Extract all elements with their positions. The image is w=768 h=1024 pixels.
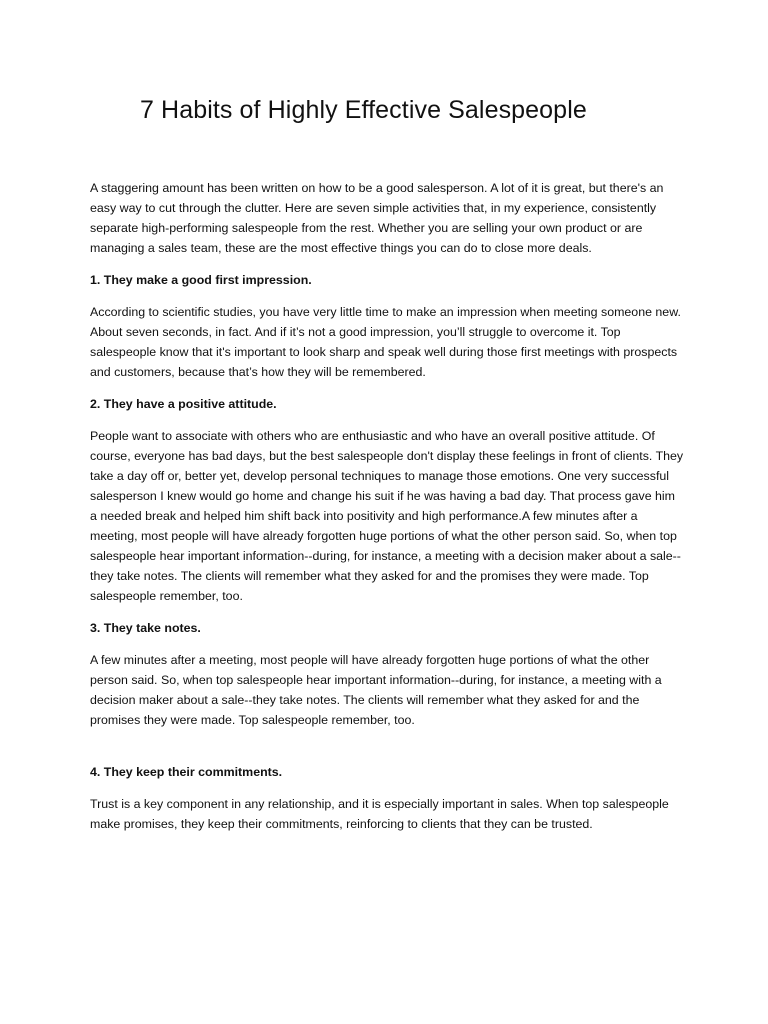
document-body [90, 178, 684, 846]
section-heading-3: 3. They take notes. [90, 621, 201, 635]
section-body-3: A few minutes after a meeting, most people will have already forgotten huge portions of what the other person said. So, when top salespeople hear important information--during, for instance, a meeting with a decision maker about a sale--they take notes. The clients will remember what they asked for and the promises they were made. Top salespeople remember, too. [90, 653, 662, 727]
document-title: 7 Habits of Highly Effective Salespeople [140, 96, 587, 124]
section-heading-1: 1. They make a good first impression. [90, 273, 312, 287]
intro-paragraph: A staggering amount has been written on how to be a good salesperson. A lot of it is great, but there's an easy way to cut through the clutter. Here are seven simple activities that, in my experience, consistently separate high-performing salespeople from the rest. Whether you are selling your own product or are managing a sales team, these are the most effective things you can do to close more deals. [90, 181, 664, 255]
section-heading-4: 4. They keep their commitments. [90, 765, 283, 779]
section-body-2: People want to associate with others who are enthusiastic and who have an overall positive attitude. Of course, everyone has bad days, but the best salespeople don't display these feelings in front of clients. They take a day off or, better yet, develop personal techniques to manage those emotions. One very successful salesperson I knew would go home and change his suit if he was having a bad day. That process gave him a needed break and helped him shift back into positivity and high performance.A few minutes after a meeting, most people will have already forgotten huge portions of what the other person said. So, when top salespeople hear important information--during, for instance, a meeting with a decision maker about a sale--they take notes. The clients will remember what they asked for and the promises they were made. Top salespeople remember, too. [90, 429, 684, 603]
section-heading-2: 2. They have a positive attitude. [90, 397, 277, 411]
blank-line [90, 742, 684, 762]
section-body-4: Trust is a key component in any relationship, and it is especially important in sales. When top salespeople make promises, they keep their commitments, reinforcing to clients that they can be trusted. [90, 797, 669, 831]
section-body-1: According to scientific studies, you have very little time to make an impression when meeting someone new. About seven seconds, in fact. And if it’s not a good impression, you’ll struggle to overcome it. Top salespeople know that it's important to look sharp and speak well during those first meetings with prospects and customers, because that’s how they will be remembered. [90, 305, 681, 379]
